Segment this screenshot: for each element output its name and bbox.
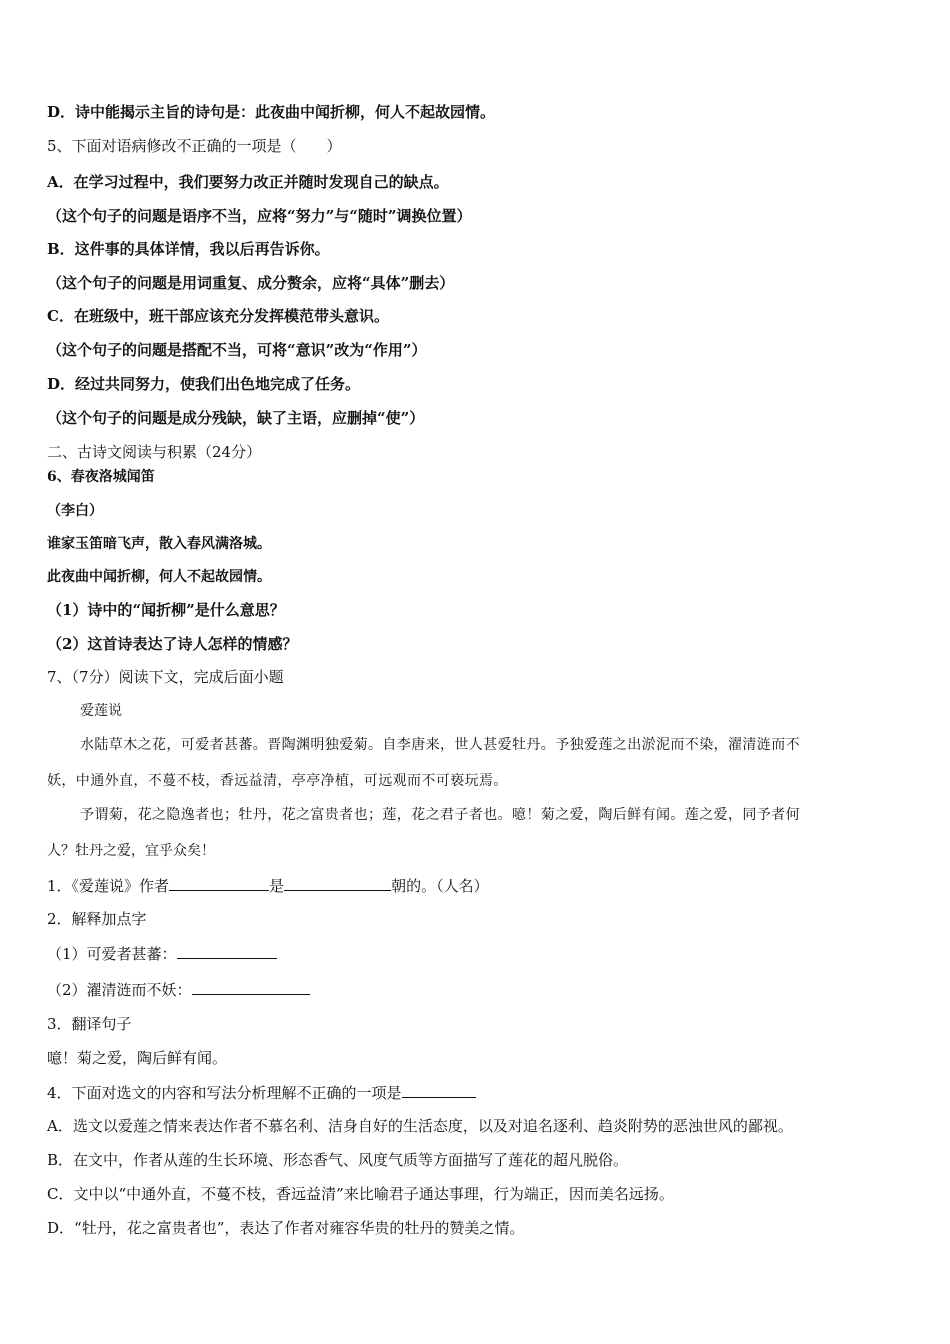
sub1-text-b: 是: [269, 877, 285, 895]
q6-poem-line-1: 谁家玉笛暗飞声，散入春风满洛城。: [47, 536, 271, 552]
q7-sub-question-2: 2．解释加点字: [47, 910, 147, 928]
q7-option-b: B．在文中，作者从莲的生长环境、形态香气、风度气质等方面描写了莲花的超凡脱俗。: [47, 1151, 629, 1169]
q6-sub-question-2: （2）这首诗表达了诗人怎样的情感？: [47, 635, 298, 653]
q5-option-d: D．经过共同努力，使我们出色地完成了任务。: [47, 375, 361, 393]
sub1-text-a: 1．《爱莲说》作者: [47, 877, 170, 895]
q5-option-b-note: （这个句子的问题是用词重复、成分赘余，应将“具体”删去）: [47, 274, 455, 292]
answer-blank[interactable]: [177, 943, 277, 959]
passage-p1-line-1: 水陆草木之花，可爱者甚蕃。晋陶渊明独爱菊。自李唐来，世人甚爱牡丹。予独爱莲之出淤泥而不染，濯清涟而不: [80, 737, 800, 753]
sub2-2-text: （2）濯清涟而不妖：: [47, 981, 192, 999]
q5-option-d-note: （这个句子的问题是成分残缺，缺了主语，应删掉“使”）: [47, 409, 425, 427]
q7-sub-question-4: [47, 1082, 476, 1103]
passage-p2-line-1: 予谓菊，花之隐逸者也；牡丹，花之富贵者也；莲，花之君子者也。噫！菊之爱，陶后鲜有闻。莲之爱，同予者何: [80, 807, 800, 823]
q7-sub-question-3-sentence: 噫！菊之爱，陶后鲜有闻。: [47, 1049, 228, 1067]
q7-sub-question-1: [47, 875, 489, 896]
answer-blank[interactable]: [402, 1082, 476, 1098]
passage-title: 爱莲说: [80, 703, 122, 719]
author-blank[interactable]: [169, 875, 269, 891]
section-heading: 二、古诗文阅读与积累（24分）: [47, 443, 262, 461]
q7-option-d: D．“牡丹，花之富贵者也”，表达了作者对雍容华贵的牡丹的赞美之情。: [47, 1219, 525, 1237]
q6-poem-line-2: 此夜曲中闻折柳，何人不起故园情。: [47, 569, 271, 585]
q6-sub-question-1: （1）诗中的“闻折柳”是什么意思？: [47, 601, 285, 619]
passage-p2-line-2: 人？牡丹之爱，宜乎众矣！: [47, 843, 215, 859]
sub4-text: 4．下面对选文的内容和写法分析理解不正确的一项是: [47, 1084, 402, 1102]
answer-blank[interactable]: [192, 979, 310, 995]
sub1-text-c: 朝的。（人名）: [391, 877, 489, 895]
q6-author: （李白）: [47, 503, 103, 519]
q7-sub-question-2-1: [47, 943, 277, 964]
q5-option-a: A．在学习过程中，我们要努力改正并随时发现自己的缺点。: [47, 173, 449, 191]
q5-option-c-note: （这个句子的问题是搭配不当，可将“意识”改为“作用”）: [47, 341, 427, 359]
q5-stem: 5、下面对语病修改不正确的一项是（ ）: [47, 137, 342, 155]
q5-option-b: B．这件事的具体详情，我以后再告诉你。: [47, 240, 330, 258]
q7-option-a: A．选文以爱莲之情来表达作者不慕名利、洁身自好的生活态度，以及对追名逐利、趋炎附势的恶浊世风的鄙视。: [47, 1117, 793, 1135]
q4-option-d: D．诗中能揭示主旨的诗句是：此夜曲中闻折柳，何人不起故园情。: [47, 103, 496, 121]
q6-title: 6、春夜洛城闻笛: [47, 469, 155, 485]
q7-sub-question-3: 3．翻译句子: [47, 1015, 132, 1033]
passage-p1-line-2: 妖，中通外直，不蔓不枝，香远益清，亭亭净植，可远观而不可亵玩焉。: [47, 773, 508, 789]
sub2-1-text: （1）可爱者甚蕃：: [47, 945, 177, 963]
q7-sub-question-2-2: [47, 979, 310, 1000]
q5-option-c: C．在班级中，班干部应该充分发挥模范带头意识。: [47, 307, 389, 325]
dynasty-blank[interactable]: [284, 875, 391, 891]
q5-option-a-note: （这个句子的问题是语序不当，应将“努力”与“随时”调换位置）: [47, 207, 472, 225]
q7-option-c: C．文中以“中通外直，不蔓不枝，香远益清”来比喻君子通达事理，行为端正，因而美名远扬。: [47, 1185, 674, 1203]
q7-stem: 7、（7分）阅读下文，完成后面小题: [47, 668, 284, 686]
